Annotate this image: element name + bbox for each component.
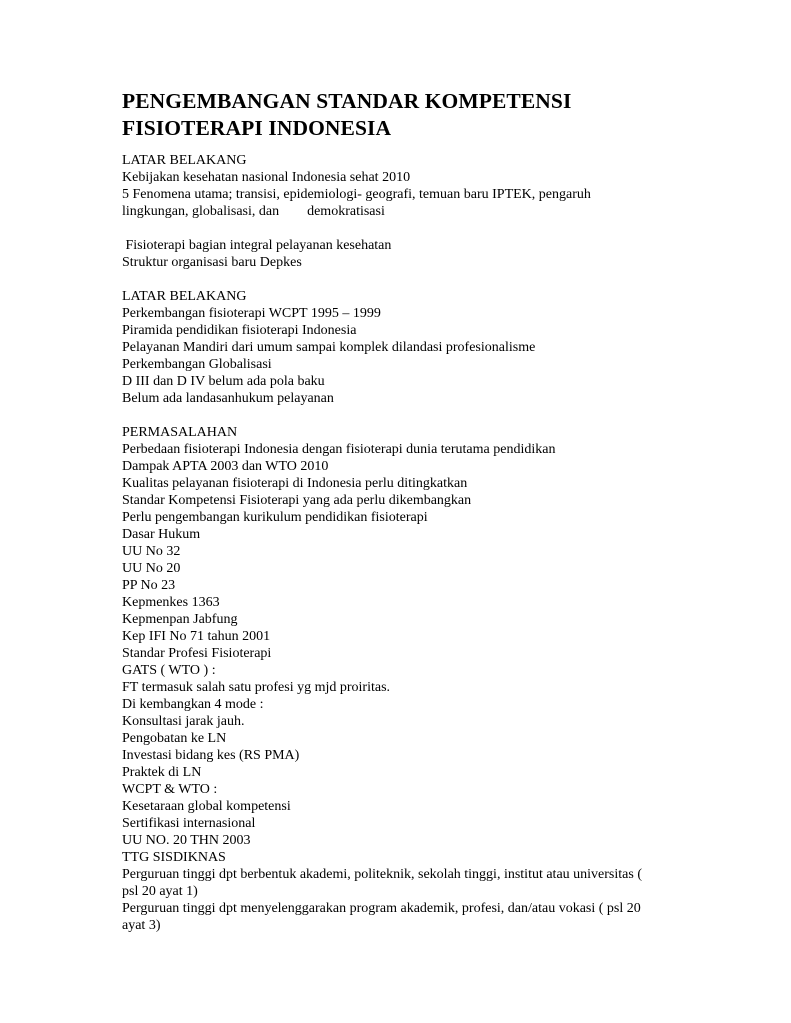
text-line: Konsultasi jarak jauh. [122,714,245,729]
text-line: UU No 32 [122,544,181,559]
title-line-1: PENGEMBANGAN STANDAR KOMPETENSI [122,89,572,113]
text-line: PERMASALAHAN [122,425,238,440]
text-line: LATAR BELAKANG [122,289,247,304]
text-line: Kep IFI No 71 tahun 2001 [122,629,271,644]
text-line: Struktur organisasi baru Depkes [122,255,302,270]
text-line: Perguruan tinggi dpt menyelenggarakan program akademik, profesi, dan/atau vokasi ( psl 20 [122,901,641,916]
text-line: D III dan D IV belum ada pola baku [122,374,325,389]
text-line: Investasi bidang kes (RS PMA) [122,748,300,763]
text-line: 5 Fenomena utama; transisi, epidemiologi- geografi, temuan baru IPTEK, pengaruh [122,187,591,202]
text-line: Kualitas pelayanan fisioterapi di Indonesia perlu ditingkatkan [122,476,468,491]
text-line: ayat 3) [122,918,161,933]
text-line: Belum ada landasanhukum pelayanan [122,391,334,406]
text-line: Standar Profesi Fisioterapi [122,646,272,661]
text-line: Perguruan tinggi dpt berbentuk akademi, politeknik, sekolah tinggi, institut atau universitas ( [122,867,642,882]
text-line: Kesetaraan global kompetensi [122,799,291,814]
text-line: Praktek di LN [122,765,202,780]
text-line: Dampak APTA 2003 dan WTO 2010 [122,459,329,474]
text-line: Perbedaan fisioterapi Indonesia dengan fisioterapi dunia terutama pendidikan [122,442,556,457]
text-line: WCPT & WTO : [122,782,218,797]
text-line: UU No 20 [122,561,181,576]
text-line: Standar Kompetensi Fisioterapi yang ada perlu dikembangkan [122,493,472,508]
document-page [122,88,667,934]
text-line: LATAR BELAKANG [122,153,247,168]
text-line: Pengobatan ke LN [122,731,227,746]
text-line: TTG SISDIKNAS [122,850,226,865]
text-line: Kebijakan kesehatan nasional Indonesia sehat 2010 [122,170,411,185]
text-line: GATS ( WTO ) : [122,663,216,678]
text-line: Sertifikasi internasional [122,816,256,831]
text-line: Kepmenpan Jabfung [122,612,238,627]
blank-line [122,407,667,424]
text-line: Perlu pengembangan kurikulum pendidikan fisioterapi [122,510,428,525]
text-line: Dasar Hukum [122,527,201,542]
text-line: FT termasuk salah satu profesi yg mjd proiritas. [122,680,391,695]
document-title [122,88,667,142]
text-line: Kepmenkes 1363 [122,595,220,610]
document-body [122,152,667,934]
text-line: Pelayanan Mandiri dari umum sampai komplek dilandasi profesionalisme [122,340,536,355]
text-line: psl 20 ayat 1) [122,884,198,899]
text-line: Di kembangkan 4 mode : [122,697,264,712]
text-line: UU NO. 20 THN 2003 [122,833,251,848]
blank-line [122,271,667,288]
text-line: Perkembangan Globalisasi [122,357,272,372]
text-line: Perkembangan fisioterapi WCPT 1995 – 1999 [122,306,381,321]
blank-line [122,220,667,237]
text-line: PP No 23 [122,578,176,593]
text-line: Fisioterapi bagian integral pelayanan kesehatan [122,238,392,253]
text-line: Piramida pendidikan fisioterapi Indonesia [122,323,357,338]
text-line: lingkungan, globalisasi, dan demokratisasi [122,204,385,219]
title-line-2: FISIOTERAPI INDONESIA [122,116,392,140]
